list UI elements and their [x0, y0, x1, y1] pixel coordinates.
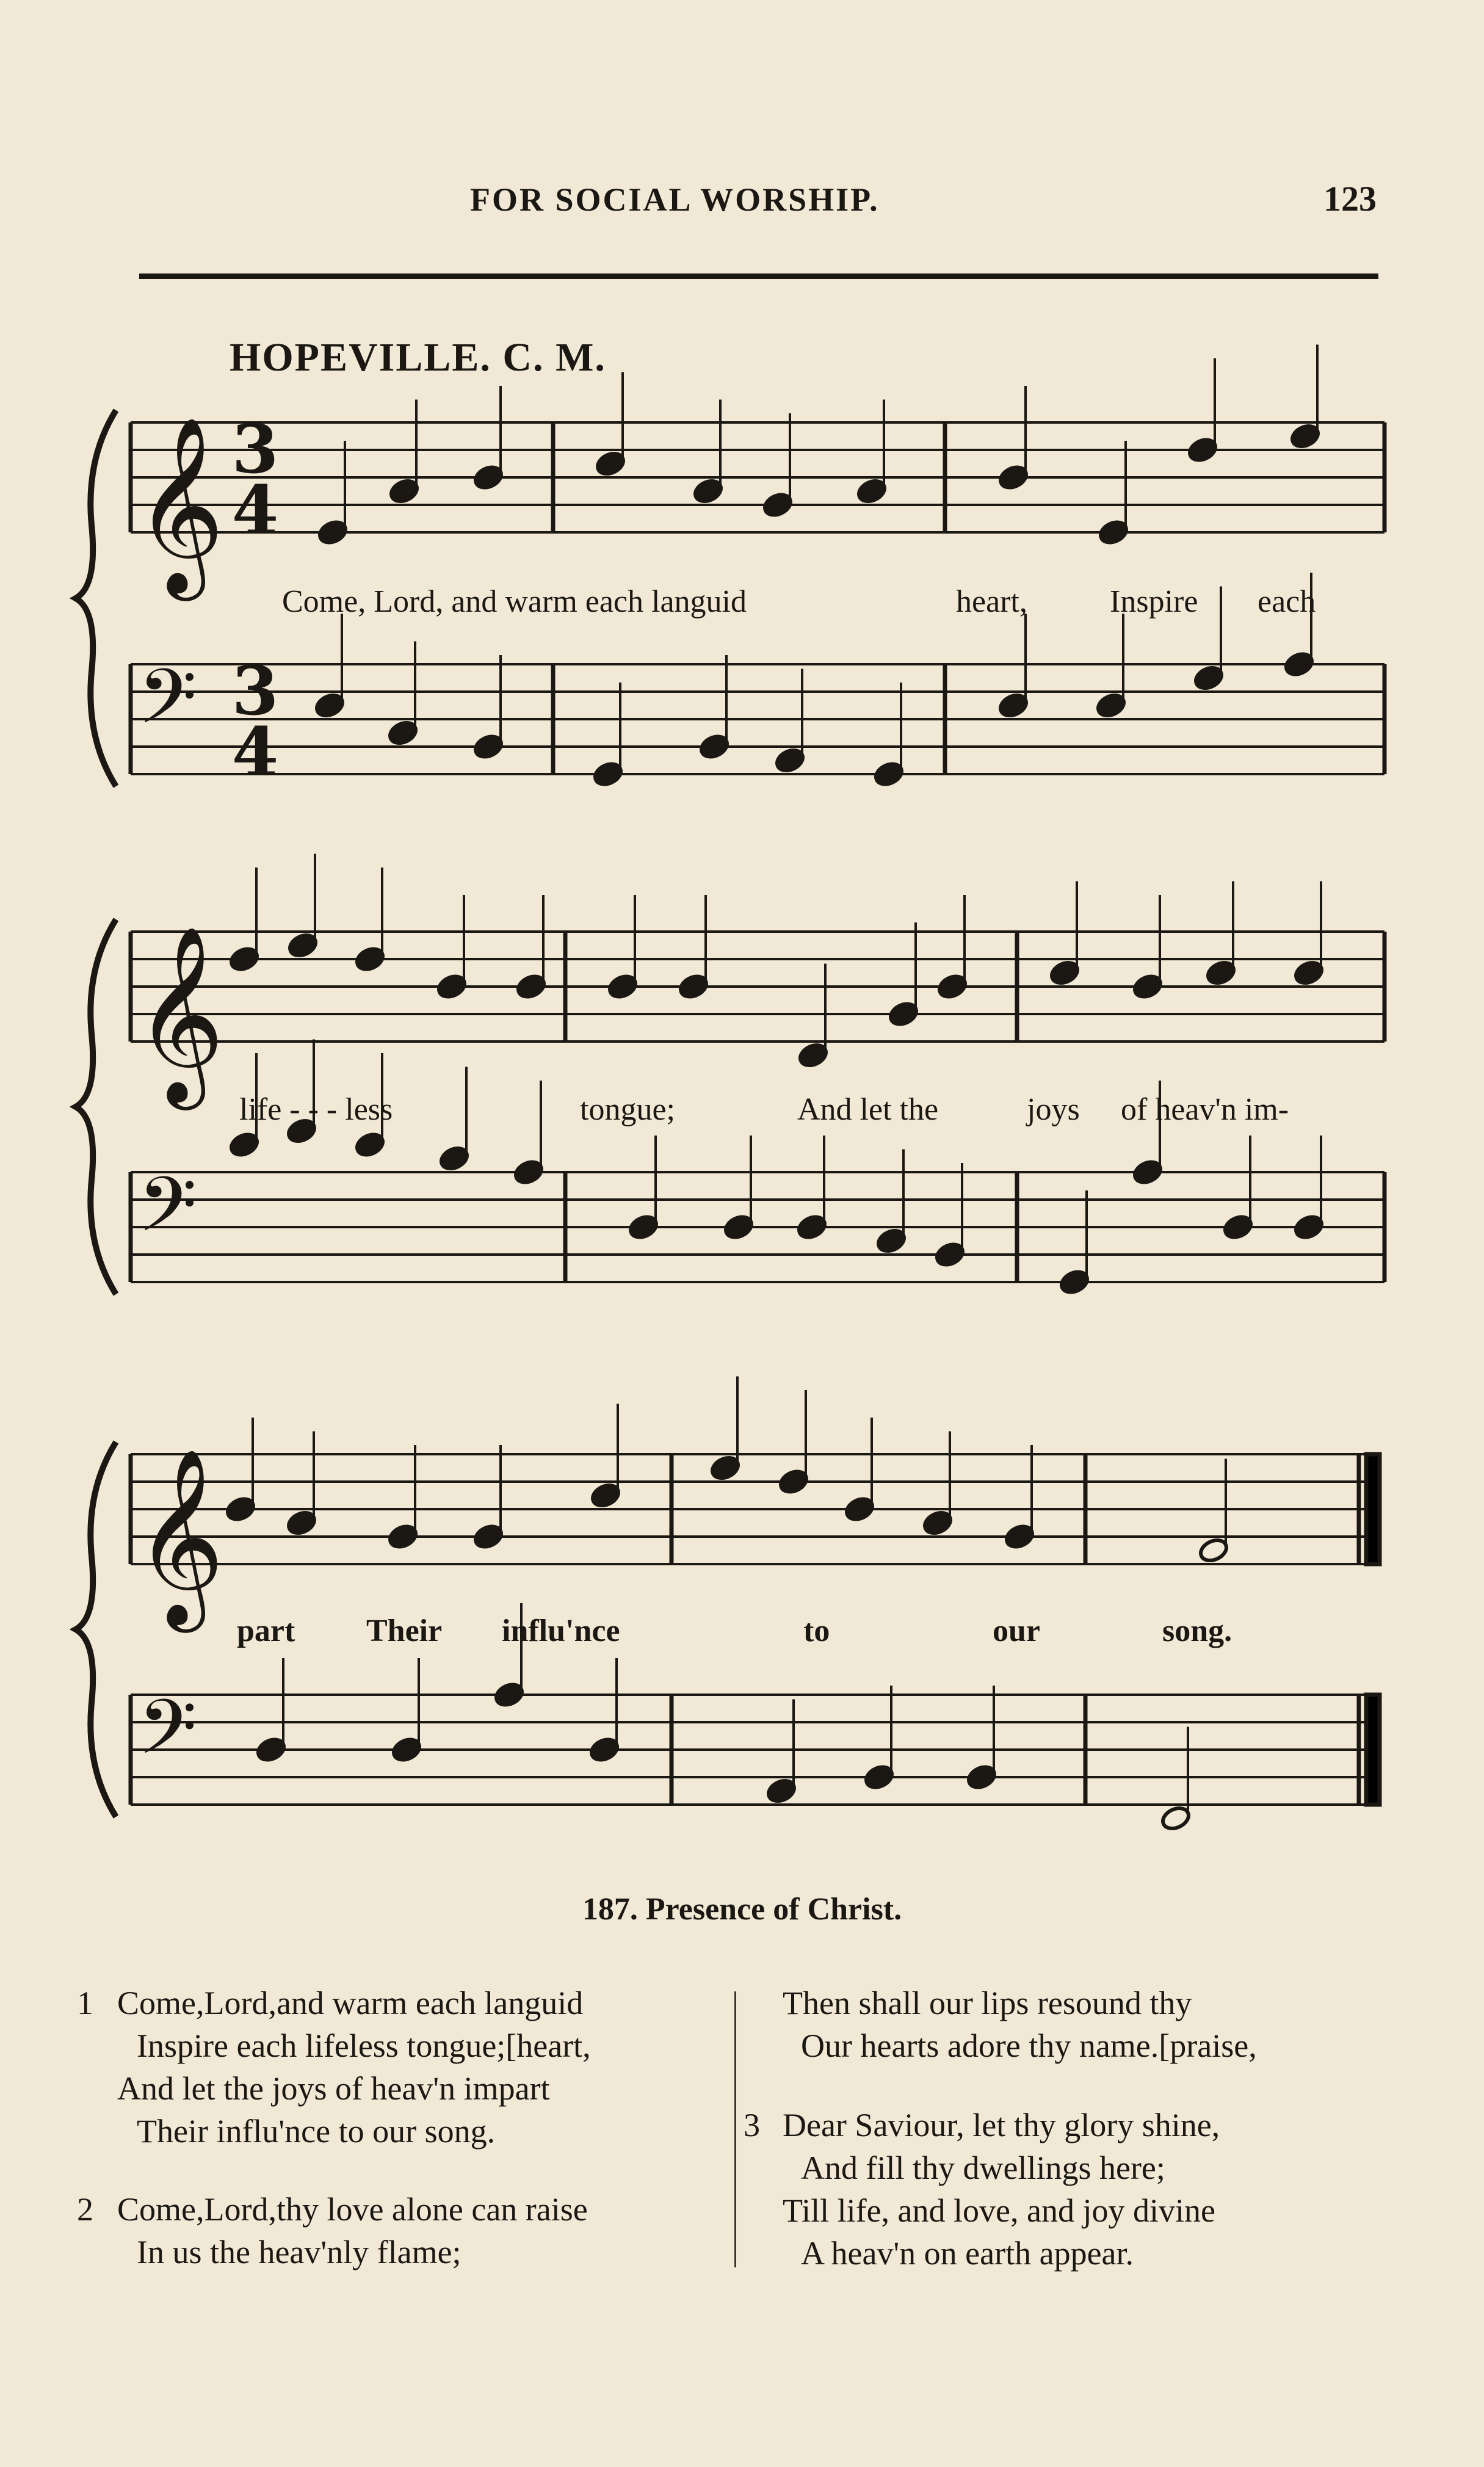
verse-line: A heav'n on earth appear. [801, 2235, 1134, 2272]
lyric-s2-e: of heav'n im- [1121, 1092, 1289, 1127]
verse-line: And fill thy dwellings here; [801, 2150, 1165, 2186]
bass-clef: 𝄢 [138, 653, 197, 759]
bass-clef: 𝄢 [138, 1161, 197, 1267]
verse-line: Then shall our lips resound thy [783, 1985, 1192, 2021]
system-brace [76, 1442, 116, 1817]
lyric-s2-c: And let the [797, 1092, 939, 1127]
verse-number: 1 [77, 1985, 93, 2021]
verse-line: Inspire each lifeless tongue;[heart, [137, 2027, 591, 2064]
time-sig-bottom: 4 [231, 712, 279, 791]
lyric-s3-c: influ'nce [502, 1614, 620, 1648]
verse-line: Come,Lord,thy love alone can raise [117, 2191, 588, 2228]
treble-clef: 𝄞 [134, 415, 225, 593]
verse-number: 3 [744, 2107, 760, 2143]
verse-line: Come,Lord,and warm each languid [117, 1985, 584, 2021]
verse-line: Dear Saviour, let thy glory shine, [783, 2107, 1220, 2143]
column-divider [734, 1991, 736, 2267]
verse-line: In us the heav'nly flame; [137, 2234, 461, 2270]
system-brace [76, 410, 116, 786]
system-brace [76, 919, 116, 1294]
lyric-s3-e: our [993, 1614, 1040, 1648]
lyric-s3-a: part [237, 1614, 295, 1648]
lyric-s1-a: Come, Lord, and warm each languid [282, 584, 747, 619]
lyric-s1-d: each [1258, 584, 1316, 619]
lyric-s2-d: joys [1027, 1092, 1080, 1127]
lyric-s2-a: life - - - less [239, 1092, 393, 1127]
verse-line: Till life, and love, and joy divine [783, 2192, 1215, 2229]
bass-clef: 𝄢 [138, 1684, 197, 1790]
tune-title: HOPEVILLE. C. M. [230, 335, 606, 380]
final-barline-thick [1366, 1454, 1380, 1564]
page-number: 123 [1323, 179, 1377, 219]
time-sig-top: 3 [231, 651, 279, 730]
verse-line: Their influ'nce to our song. [137, 2113, 496, 2150]
verse-line: And let the joys of heav'n impart [117, 2070, 550, 2107]
lyric-s1-c: Inspire [1110, 584, 1198, 619]
running-head: FOR SOCIAL WORSHIP. [470, 181, 880, 218]
lyric-s3-d: to [803, 1614, 830, 1648]
lyric-s3-f: song. [1162, 1614, 1232, 1648]
treble-clef: 𝄞 [134, 924, 225, 1102]
lyric-s2-b: tongue; [580, 1092, 675, 1127]
treble-clef: 𝄞 [134, 1447, 225, 1625]
time-sig-top: 3 [231, 410, 279, 488]
notes [225, 345, 1325, 1833]
time-sig-bottom: 4 [231, 471, 279, 549]
verse-line: Our hearts adore thy name.[praise, [801, 2027, 1257, 2064]
hymn-heading: 187. Presence of Christ. [582, 1892, 902, 1927]
lyric-s3-b: Their [366, 1614, 443, 1648]
lyric-s1-b: heart, [956, 584, 1027, 619]
final-barline-thick [1366, 1695, 1380, 1805]
verse-number: 2 [77, 2191, 93, 2228]
